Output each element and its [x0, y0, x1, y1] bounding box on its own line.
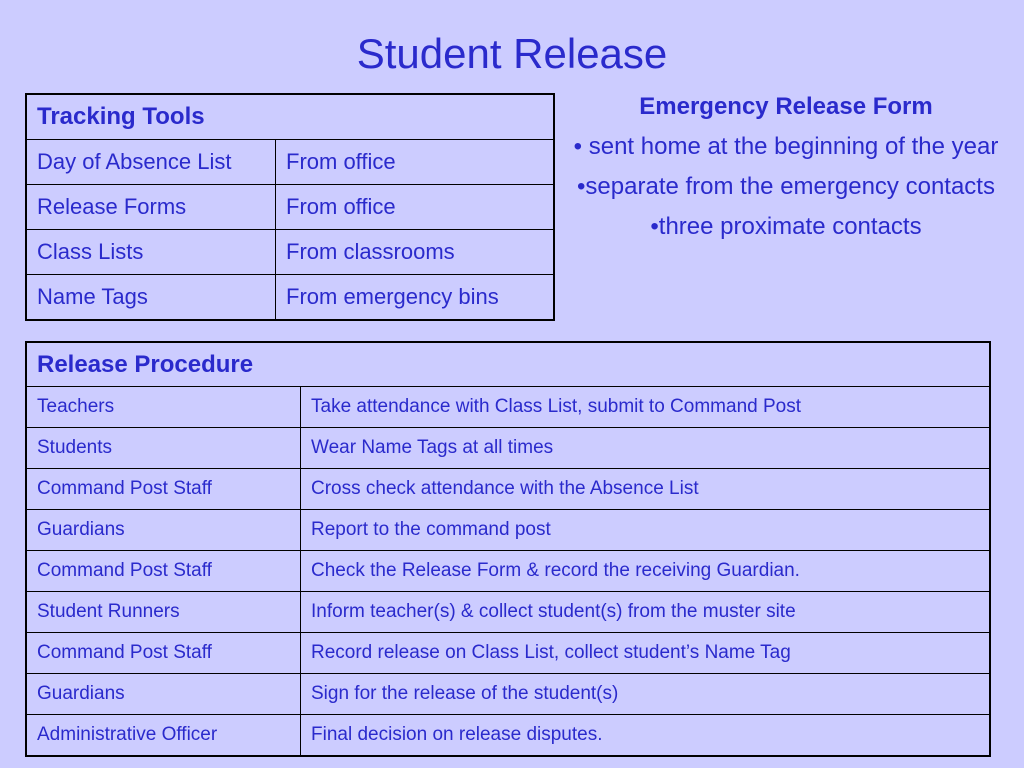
procedure-action: Report to the command post: [301, 510, 991, 551]
tracking-tools-header: Tracking Tools: [26, 94, 554, 140]
emergency-release-form-box: [572, 90, 1000, 250]
procedure-action: Inform teacher(s) & collect student(s) from the muster site: [301, 592, 991, 633]
release-procedure-header: Release Procedure: [26, 342, 990, 387]
procedure-role: Command Post Staff: [26, 551, 301, 592]
tool-name: Name Tags: [26, 275, 276, 321]
erf-bullet: •three proximate contacts: [650, 213, 922, 240]
tool-source: From office: [276, 140, 555, 185]
tool-name: Release Forms: [26, 185, 276, 230]
tracking-tools-table: [25, 93, 555, 321]
procedure-action: Cross check attendance with the Absence List: [301, 469, 991, 510]
table-row: [26, 633, 990, 674]
procedure-role: Students: [26, 428, 301, 469]
tool-name: Day of Absence List: [26, 140, 276, 185]
procedure-role: Guardians: [26, 510, 301, 551]
procedure-role: Administrative Officer: [26, 715, 301, 757]
procedure-role: Command Post Staff: [26, 633, 301, 674]
slide-title: Student Release: [356, 30, 668, 77]
table-row: [26, 715, 990, 757]
procedure-action: Record release on Class List, collect student’s Name Tag: [301, 633, 991, 674]
table-row: [26, 140, 554, 185]
table-row: [26, 592, 990, 633]
tool-source: From emergency bins: [276, 275, 555, 321]
emergency-release-form-title: Emergency Release Form: [639, 93, 933, 120]
table-row: [26, 230, 554, 275]
table-header-row: [26, 342, 990, 387]
tool-source: From office: [276, 185, 555, 230]
erf-bullet: • sent home at the beginning of the year: [573, 133, 999, 160]
procedure-role: Teachers: [26, 387, 301, 428]
procedure-action: Sign for the release of the student(s): [301, 674, 991, 715]
procedure-role: Student Runners: [26, 592, 301, 633]
procedure-action: Check the Release Form & record the receiving Guardian.: [301, 551, 991, 592]
table-row: [26, 551, 990, 592]
erf-bullet: •separate from the emergency contacts: [577, 173, 995, 200]
release-procedure-table: [25, 341, 991, 757]
procedure-action: Final decision on release disputes.: [301, 715, 991, 757]
procedure-role: Command Post Staff: [26, 469, 301, 510]
tool-source: From classrooms: [276, 230, 555, 275]
table-header-row: [26, 94, 554, 140]
table-row: [26, 387, 990, 428]
tool-name: Class Lists: [26, 230, 276, 275]
table-row: [26, 275, 554, 321]
table-row: [26, 185, 554, 230]
table-row: [26, 428, 990, 469]
table-row: [26, 469, 990, 510]
procedure-action: Take attendance with Class List, submit to Command Post: [301, 387, 991, 428]
procedure-role: Guardians: [26, 674, 301, 715]
procedure-action: Wear Name Tags at all times: [301, 428, 991, 469]
table-row: [26, 510, 990, 551]
table-row: [26, 674, 990, 715]
